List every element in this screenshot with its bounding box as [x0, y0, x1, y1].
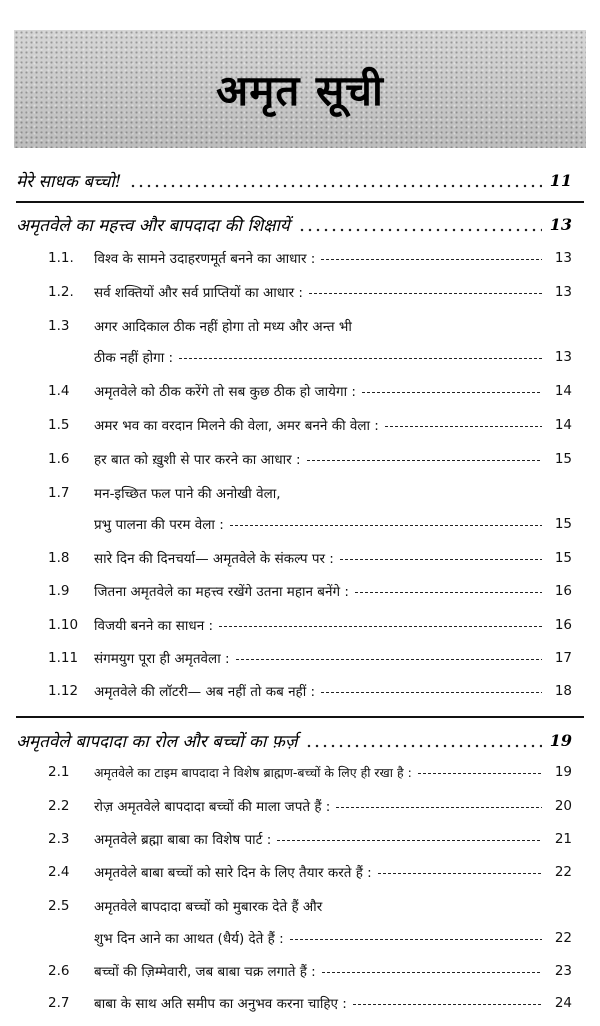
dash-leader — [307, 460, 542, 461]
section-page: 13 — [549, 214, 572, 234]
entry-page: 13 — [554, 349, 572, 365]
entry-number: 1.7 — [48, 485, 70, 501]
dash-leader — [179, 358, 542, 359]
section-page: 11 — [549, 170, 572, 190]
entry-title: बच्चों की ज़िम्मेवारी, जब बाबा चक्र लगाते हैं : — [94, 964, 316, 980]
toc-entry[interactable] — [48, 678, 572, 704]
entry-page: 15 — [554, 451, 572, 467]
entry-page: 23 — [554, 963, 572, 979]
toc-entry[interactable] — [48, 245, 572, 271]
dash-leader — [378, 873, 542, 874]
entry-number: 2.6 — [48, 963, 70, 979]
entry-page: 16 — [554, 583, 572, 599]
entry-title: अमृतवेले ब्रह्मा बाबा का विशेष पार्ट : — [94, 832, 272, 848]
toc-entry[interactable] — [48, 958, 572, 984]
toc-entry[interactable] — [48, 759, 572, 785]
section-title: अमृतवेले का महत्त्व और बापदादा की शिक्षायें — [16, 215, 290, 236]
entry-title: विजयी बनने का साधन : — [94, 618, 214, 634]
toc-entry[interactable] — [48, 378, 572, 404]
toc-entry-continuation[interactable] — [48, 511, 572, 537]
entry-title: संगमयुग पूरा ही अमृतवेला : — [94, 651, 230, 667]
entry-number: 1.8 — [48, 550, 70, 566]
dot-leader — [298, 228, 542, 232]
entry-page: 15 — [554, 550, 572, 566]
dash-leader — [322, 972, 542, 973]
dash-leader — [219, 626, 542, 627]
dash-leader — [385, 426, 542, 427]
entry-number: 1.4 — [48, 383, 70, 399]
entry-number: 2.4 — [48, 864, 70, 880]
toc-entry-continuation[interactable] — [48, 344, 572, 370]
entry-title: अमृतवेले बाबा बच्चों को सारे दिन के लिए तैयार करते हैं : — [94, 865, 372, 881]
entry-title: सारे दिन की दिनचर्या— अमृतवेले के संकल्प पर : — [94, 551, 334, 567]
section-heading[interactable] — [16, 166, 572, 194]
entry-title: अमृतवेले को ठीक करेंगे तो सब कुछ ठीक हो जायेगा : — [94, 384, 356, 400]
entry-number: 1.2. — [48, 284, 74, 300]
entry-page: 19 — [554, 764, 572, 780]
entry-number: 2.2 — [48, 798, 70, 814]
section-heading[interactable] — [16, 726, 572, 754]
section-title: अमृतवेले बापदादा का रोल और बच्चों का फ़र्ज़ — [16, 731, 298, 752]
entry-page: 13 — [554, 250, 572, 266]
toc-entry[interactable] — [48, 893, 572, 919]
entry-number: 1.12 — [48, 683, 79, 699]
dash-leader — [355, 592, 542, 593]
entry-page: 17 — [554, 650, 572, 666]
entry-title: अमृतवेले का टाइम बापदादा ने विशेष ब्राह्मण-बच्चों के लिए ही रखा है : — [94, 764, 412, 780]
entry-number: 1.11 — [48, 650, 79, 666]
toc-entry[interactable] — [48, 412, 572, 438]
dash-leader — [230, 525, 542, 526]
entry-page: 14 — [554, 417, 572, 433]
entry-number: 1.3 — [48, 318, 70, 334]
entry-title: प्रभु पालना की परम वेला : — [94, 517, 224, 533]
entry-page: 16 — [554, 617, 572, 633]
toc-entry[interactable] — [48, 480, 572, 506]
page-title: अमृत सूची — [216, 65, 384, 115]
dash-leader — [336, 807, 542, 808]
dash-leader — [321, 692, 542, 693]
divider-rule — [16, 201, 584, 203]
dash-leader — [353, 1004, 542, 1005]
entry-page: 22 — [554, 930, 572, 946]
entry-title: सर्व शक्तियों और सर्व प्राप्तियों का आधार : — [94, 285, 303, 301]
entry-title: अमृतवेले की लॉटरी— अब नहीं तो कब नहीं : — [94, 684, 316, 700]
entry-title: अमृतवेले बापदादा बच्चों को मुबारक देते हैं और — [94, 899, 323, 915]
entry-page: 13 — [554, 284, 572, 300]
dash-leader — [277, 840, 542, 841]
dash-leader — [418, 773, 542, 774]
entry-title: जितना अमृतवेले का महत्त्व रखेंगे उतना महान बनेंगे : — [94, 584, 349, 600]
section-heading[interactable] — [16, 210, 572, 238]
dot-leader — [305, 744, 541, 748]
toc-entry[interactable] — [48, 578, 572, 604]
entry-number: 2.1 — [48, 764, 70, 780]
toc-entry-continuation[interactable] — [48, 925, 572, 951]
toc-entry[interactable] — [48, 279, 572, 305]
toc-entry[interactable] — [48, 793, 572, 819]
entry-title: शुभ दिन आने का आथत (धैर्य) देते हैं : — [94, 931, 284, 947]
entry-number: 1.10 — [48, 617, 79, 633]
entry-title: अमर भव का वरदान मिलने की वेला, अमर बनने की वेला : — [94, 418, 379, 434]
entry-number: 2.7 — [48, 995, 70, 1011]
entry-page: 22 — [554, 864, 572, 880]
entry-page: 18 — [554, 683, 572, 699]
divider-rule — [16, 716, 584, 718]
section-page: 19 — [549, 730, 572, 750]
entry-number: 1.6 — [48, 451, 70, 467]
title-banner — [14, 30, 586, 148]
entry-number: 1.9 — [48, 583, 70, 599]
dash-leader — [340, 559, 542, 560]
dash-leader — [236, 659, 542, 660]
dot-leader — [129, 184, 541, 188]
entry-number: 1.1. — [48, 250, 74, 266]
toc-entry[interactable] — [48, 645, 572, 671]
entry-page: 15 — [554, 516, 572, 532]
dash-leader — [309, 293, 542, 294]
entry-title: रोज़ अमृतवेले बापदादा बच्चों की माला जपते हैं : — [94, 799, 331, 815]
entry-number: 2.5 — [48, 898, 70, 914]
toc-entry[interactable] — [48, 859, 572, 885]
dash-leader — [321, 259, 542, 260]
toc-entry[interactable] — [48, 545, 572, 571]
toc-entry[interactable] — [48, 826, 572, 852]
dash-leader — [362, 392, 542, 393]
entry-number: 1.5 — [48, 417, 70, 433]
entry-page: 24 — [554, 995, 572, 1011]
toc-entry[interactable] — [48, 446, 572, 472]
entry-title: मन-इच्छित फल पाने की अनोखी वेला, — [94, 486, 281, 502]
entry-page: 20 — [554, 798, 572, 814]
dash-leader — [290, 939, 542, 940]
entry-title: हर बात को ख़ुशी से पार करने का आधार : — [94, 452, 301, 468]
entry-page: 21 — [554, 831, 572, 847]
entry-title: बाबा के साथ अति समीप का अनुभव करना चाहिए : — [94, 996, 347, 1012]
entry-number: 2.3 — [48, 831, 70, 847]
entry-title: अगर आदिकाल ठीक नहीं होगा तो मध्य और अन्त भी — [94, 319, 352, 335]
entry-title: विश्व के सामने उदाहरणमूर्त बनने का आधार : — [94, 251, 316, 267]
entry-page: 14 — [554, 383, 572, 399]
toc-entry[interactable] — [48, 313, 572, 339]
toc-entry[interactable] — [48, 612, 572, 638]
toc-entry[interactable] — [48, 990, 572, 1016]
section-title: मेरे साधक बच्चो! — [16, 171, 122, 192]
entry-title: ठीक नहीं होगा : — [94, 350, 174, 366]
